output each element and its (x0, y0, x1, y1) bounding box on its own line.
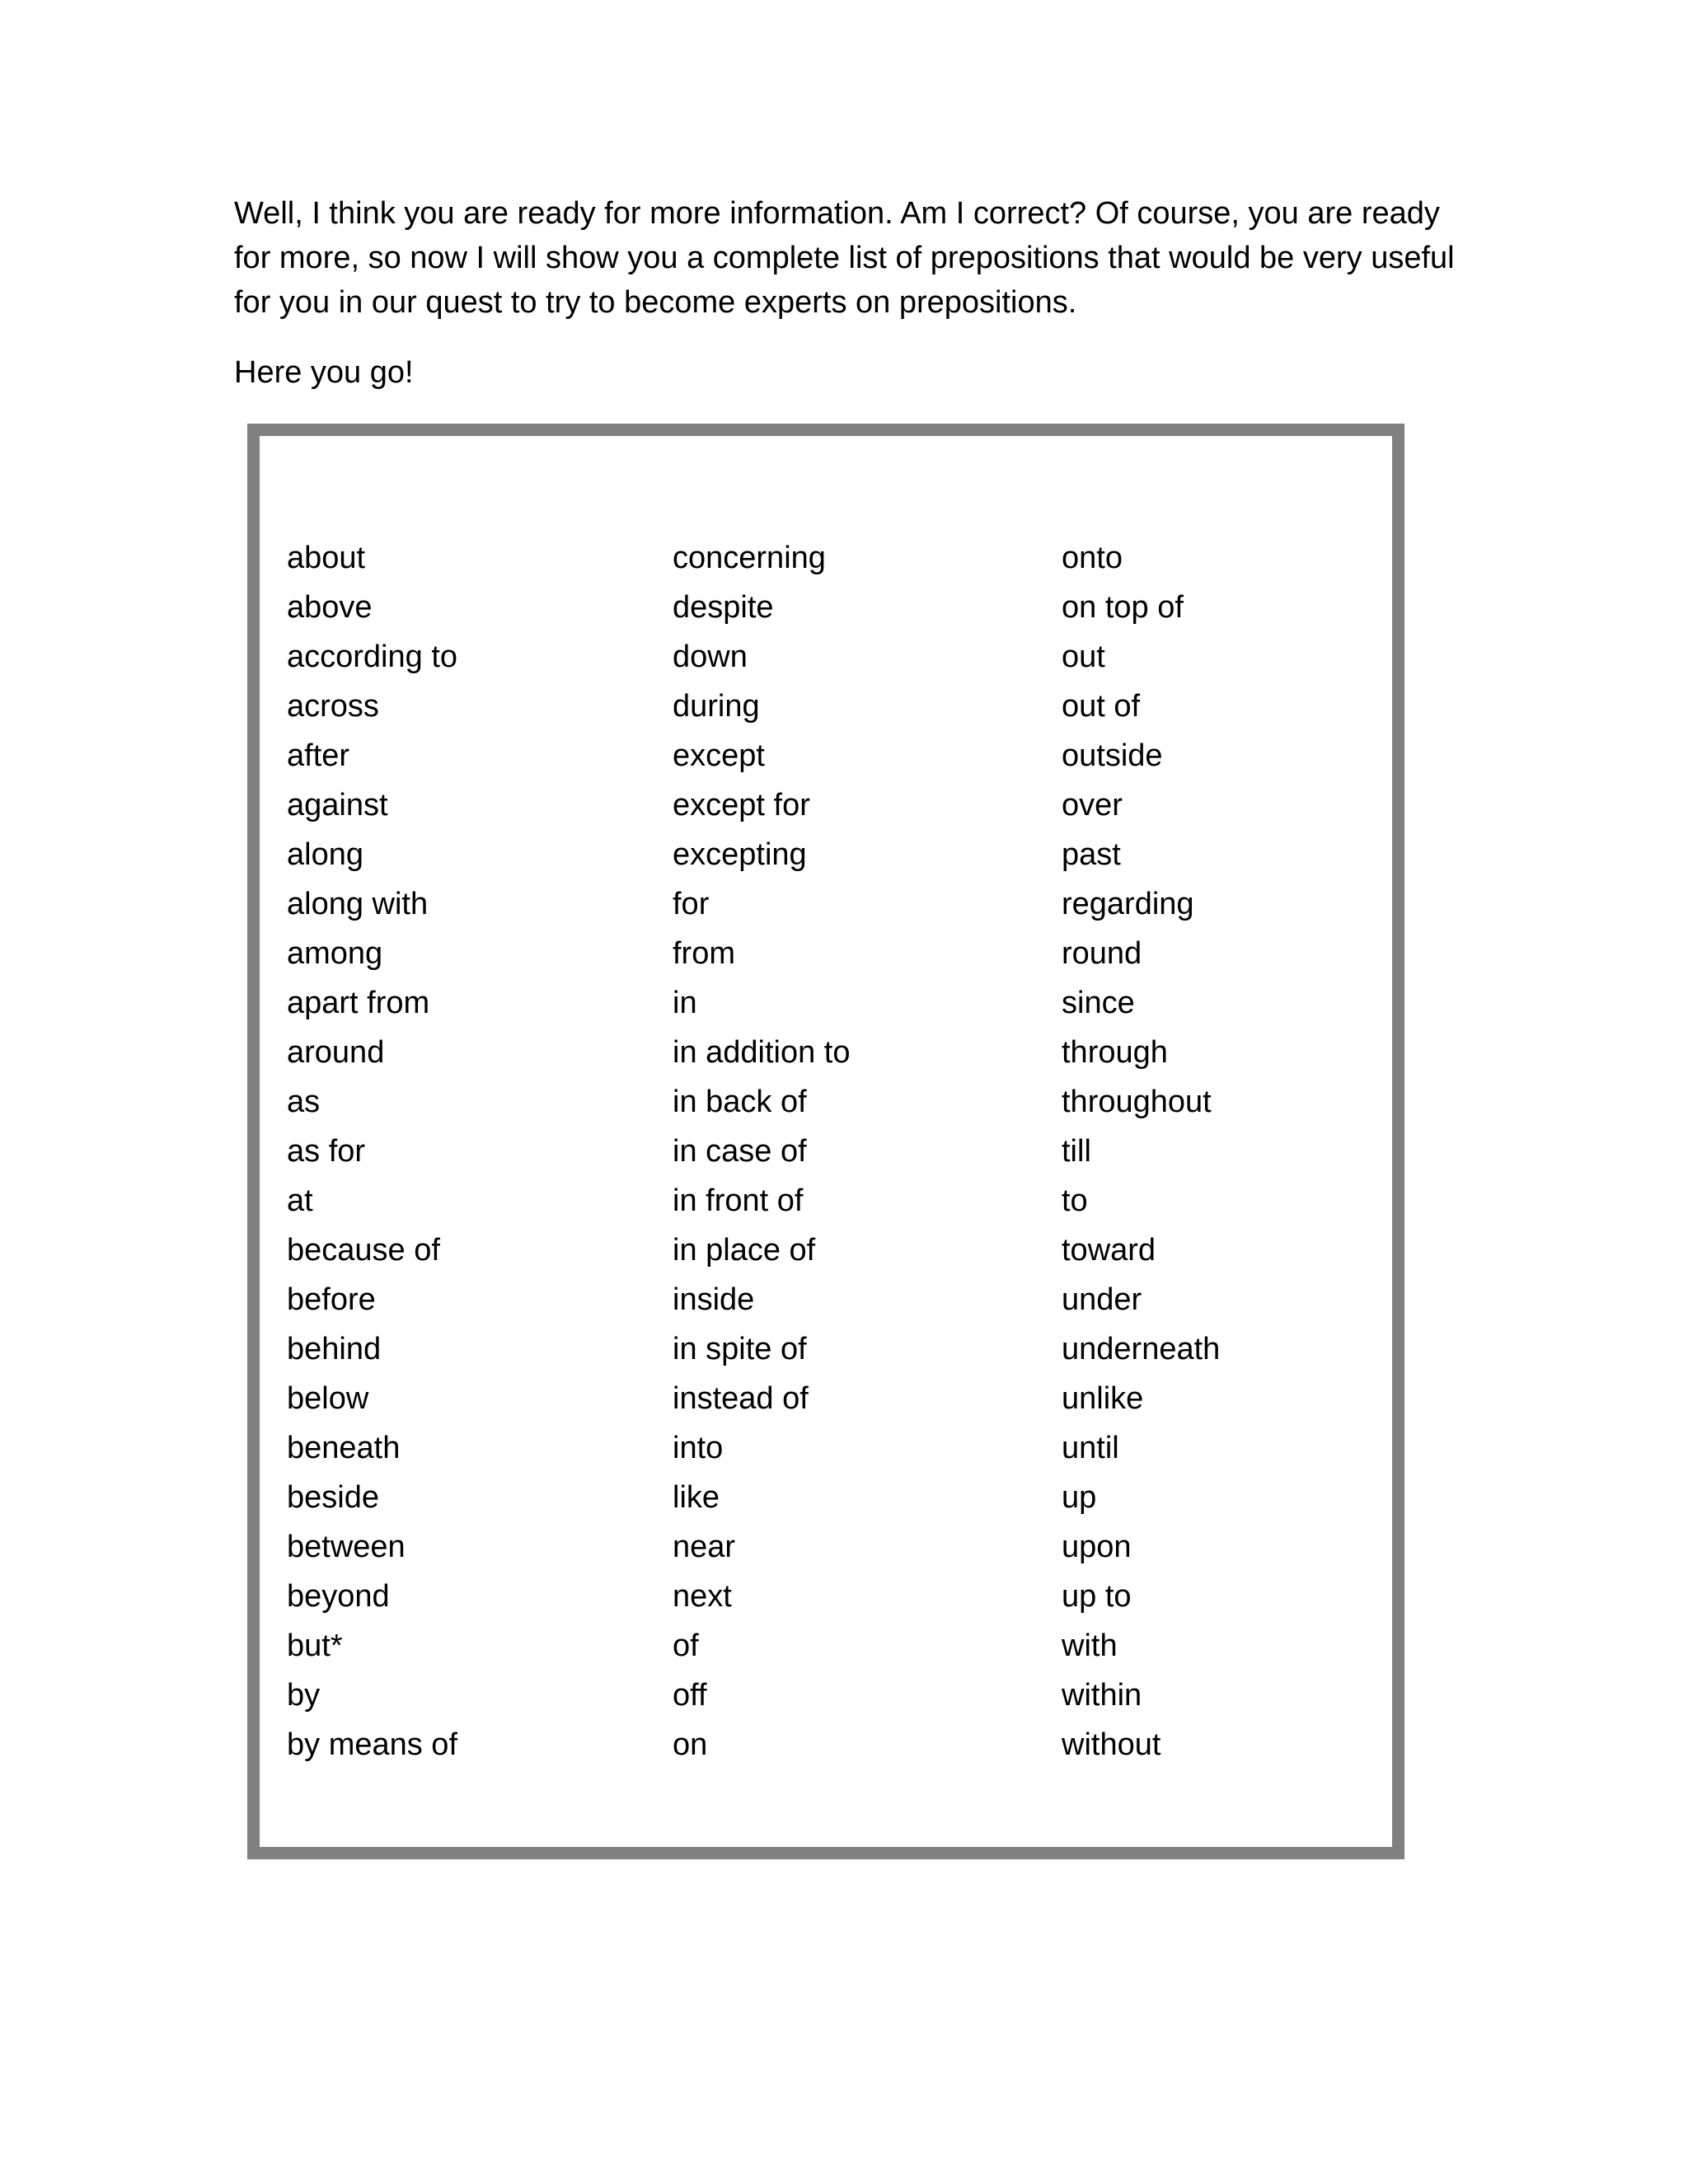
preposition-item: among (287, 936, 383, 971)
preposition-item: off (673, 1678, 707, 1713)
preposition-item: on (673, 1727, 708, 1762)
preposition-item: beside (287, 1480, 379, 1515)
preposition-item: in spite of (673, 1332, 807, 1366)
preposition-item: in (673, 986, 697, 1020)
preposition-item: unlike (1062, 1381, 1144, 1416)
preposition-item: without (1062, 1727, 1161, 1762)
prepositions-column-3 (1062, 533, 1220, 1769)
preposition-item: up to (1062, 1579, 1132, 1614)
preposition-item: but* (287, 1629, 343, 1663)
preposition-item: against (287, 788, 388, 823)
preposition-item: around (287, 1035, 385, 1070)
preposition-item: about (287, 541, 366, 575)
preposition-item: because of (287, 1233, 440, 1268)
preposition-item: in case of (673, 1134, 807, 1169)
preposition-item: except (673, 738, 765, 773)
preposition-item: above (287, 590, 373, 625)
preposition-item: before (287, 1282, 376, 1317)
preposition-item: underneath (1062, 1332, 1221, 1366)
preposition-item: past (1062, 837, 1121, 872)
intro-paragraph: Well, I think you are ready for more information. Am I correct? Of course, you are ready for more, so now I will show you a complete list of prepositions that would be very useful for you in our quest to try to become experts on prepositions. (234, 196, 1455, 320)
preposition-item: on top of (1062, 590, 1184, 625)
preposition-item: with (1062, 1629, 1118, 1663)
preposition-item: until (1062, 1431, 1119, 1465)
preposition-item: through (1062, 1035, 1168, 1070)
preposition-item: beyond (287, 1579, 390, 1614)
preposition-item: within (1062, 1678, 1142, 1713)
preposition-item: for (673, 887, 710, 921)
preposition-item: upon (1062, 1530, 1132, 1564)
preposition-item: along with (287, 887, 429, 921)
greeting-text: Here you go! (234, 355, 414, 390)
preposition-item: to (1062, 1183, 1088, 1218)
preposition-item: in place of (673, 1233, 816, 1268)
preposition-item: up (1062, 1480, 1097, 1515)
preposition-item: instead of (673, 1381, 809, 1416)
preposition-item: at (287, 1183, 313, 1218)
preposition-item: regarding (1062, 887, 1194, 921)
preposition-item: since (1062, 986, 1135, 1020)
frame-notch-right (1384, 436, 1392, 459)
prepositions-box (247, 424, 1404, 1859)
preposition-item: between (287, 1530, 406, 1564)
preposition-item: down (673, 640, 748, 674)
preposition-item: till (1062, 1134, 1091, 1169)
preposition-item: behind (287, 1332, 382, 1366)
preposition-item: apart from (287, 986, 430, 1020)
preposition-item: out (1062, 640, 1105, 674)
preposition-item: in addition to (673, 1035, 851, 1070)
preposition-item: in front of (673, 1183, 804, 1218)
preposition-item: below (287, 1381, 369, 1416)
preposition-item: like (673, 1480, 720, 1515)
preposition-item: according to (287, 640, 458, 674)
preposition-item: inside (673, 1282, 755, 1317)
preposition-item: next (673, 1579, 732, 1614)
prepositions-column-1 (287, 533, 457, 1769)
preposition-item: outside (1062, 738, 1163, 773)
preposition-item: across (287, 689, 379, 724)
preposition-item: toward (1062, 1233, 1156, 1268)
preposition-item: beneath (287, 1431, 401, 1465)
preposition-item: as (287, 1085, 321, 1119)
preposition-item: excepting (673, 837, 807, 872)
preposition-item: out of (1062, 689, 1141, 724)
preposition-item: by (287, 1678, 321, 1713)
preposition-item: of (673, 1629, 699, 1663)
preposition-item: after (287, 738, 350, 773)
preposition-item: near (673, 1530, 736, 1564)
preposition-item: over (1062, 788, 1123, 823)
frame-notch-left (260, 436, 268, 459)
preposition-item: concerning (673, 541, 826, 575)
preposition-item: as for (287, 1134, 366, 1169)
preposition-item: during (673, 689, 760, 724)
preposition-item: despite (673, 590, 774, 625)
preposition-item: round (1062, 936, 1142, 971)
preposition-item: by means of (287, 1727, 457, 1762)
preposition-item: onto (1062, 541, 1123, 575)
preposition-item: throughout (1062, 1085, 1212, 1119)
preposition-item: from (673, 936, 735, 971)
prepositions-column-2 (673, 533, 851, 1769)
preposition-item: into (673, 1431, 724, 1465)
preposition-item: in back of (673, 1085, 807, 1119)
preposition-item: under (1062, 1282, 1142, 1317)
preposition-item: except for (673, 788, 810, 823)
preposition-item: along (287, 837, 363, 872)
